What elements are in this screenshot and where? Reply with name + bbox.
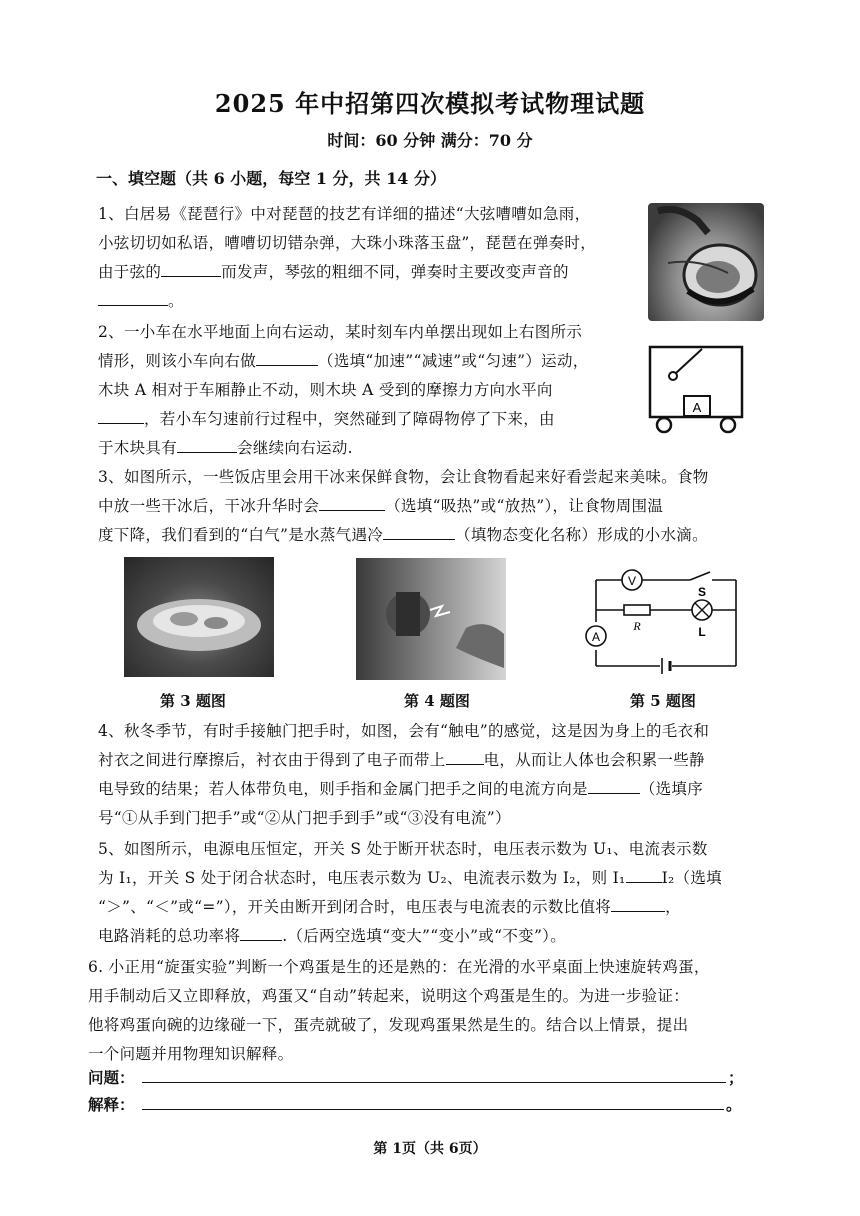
q2-blank-3[interactable] — [177, 434, 237, 453]
question-end-mark: ； — [728, 1068, 744, 1087]
q4-line-3a: 电导致的结果；若人体带负电，则手指和金属门把手之间的电流方向是 — [98, 780, 588, 798]
q4-line-2a: 衬衣之间进行摩擦后，衬衣由于得到了电子而带上 — [98, 751, 446, 769]
exam-title: 2025 年中招第四次模拟考试物理试题 — [214, 89, 646, 118]
q2-line-4 — [98, 405, 589, 434]
q4-blank-2[interactable] — [588, 775, 640, 794]
question-3 — [98, 463, 709, 550]
cart-pendulum-diagram — [644, 343, 748, 437]
circuit-diagram — [580, 560, 750, 678]
q5-line-1: 5、如图所示，电源电压恒定，开关 S 处于断开状态时，电压表示数为 U₁、电流表示数 — [98, 840, 708, 858]
answer-end-mark: 。 — [726, 1095, 742, 1114]
q5-line-2b: I₂（选填 — [661, 869, 722, 887]
switch-icon — [690, 572, 710, 580]
q6-line-3: 他将鸡蛋向碗的边缘碰一下，蛋壳就破了，发现鸡蛋果然是生的。结合以上情景，提出 — [88, 1016, 689, 1034]
q5-blank-1[interactable] — [626, 864, 662, 883]
q1-blank-1[interactable] — [161, 258, 221, 277]
q3-blank-2[interactable] — [383, 521, 455, 540]
question-6 — [88, 953, 710, 1069]
q2-line-2b: （选填“加速”“减速”或“匀速”）运动， — [318, 352, 589, 370]
question-2 — [98, 318, 589, 463]
q6-line-2: 用手制动后又立即释放，鸡蛋又“自动”转起来，说明这个鸡蛋是生的。为进一步验证： — [88, 987, 690, 1005]
q5-line-3a: “＞”、“＜”或“=”），开关由断开到闭合时，电压表与电流表的示数比值将 — [98, 898, 612, 916]
ammeter-label: A — [591, 630, 601, 644]
q2-line-1: 2、一小车在水平地面上向右运动，某时刻车内单摆出现如上右图所示 — [98, 323, 583, 341]
q4-blank-1[interactable] — [446, 746, 484, 765]
q4-line-3 — [98, 775, 709, 804]
figure-3-caption: 第 3 题图 — [160, 692, 226, 710]
question-answer-line[interactable] — [142, 1082, 726, 1083]
q1-line-4 — [98, 287, 596, 316]
q3-line-1: 3、如图所示，一些饭店里会用干冰来保鲜食物，会让食物看起来好看尝起来美味。食物 — [98, 468, 709, 486]
q5-blank-3[interactable] — [240, 922, 282, 941]
q1-line-3a: 由于弦的 — [98, 263, 162, 281]
exam-subtitle: 时间：60 分钟 满分：70 分 — [327, 131, 533, 150]
dry-ice-food-icon — [124, 557, 274, 677]
q5-line-2a: 为 I₁，开关 S 处于闭合状态时，电压表示数为 U₂、电流表示数为 I₂，则 I₁ — [98, 869, 626, 887]
q5-line-3 — [98, 893, 722, 922]
q4-line-4: 号“①从手到门把手”或“②从门把手到手”或“③没有电流”） — [98, 809, 511, 827]
voltmeter-label: V — [627, 574, 637, 588]
answer-label: 解释： — [88, 1095, 135, 1114]
q6-line-1: 6. 小正用“旋蛋实验”判断一个鸡蛋是生的还是熟的：在光滑的水平桌面上快速旋转鸡蛋， — [88, 958, 710, 976]
resistor-label: R — [633, 619, 641, 633]
q1-line-2: 小弦切切如私语，嘈嘈切切错杂弹，大珠小珠落玉盘”，琵琶在弹奏时， — [98, 234, 597, 252]
door-handle-icon — [356, 558, 506, 680]
q2-line-2 — [98, 347, 589, 376]
pipa-illustration — [648, 203, 764, 321]
q5-line-3b: ， — [665, 898, 681, 916]
figure-4-caption: 第 4 题图 — [404, 692, 470, 710]
resistor-icon — [624, 605, 650, 615]
question-4 — [98, 717, 709, 833]
block-a-label: A — [692, 400, 702, 415]
q3-line-3b: （填物态变化名称）形成的小水滴。 — [455, 526, 708, 544]
q3-blank-1[interactable] — [319, 492, 385, 511]
q6-line-4: 一个问题并用物理知识解释。 — [88, 1045, 294, 1063]
q5-line-4a: 电路消耗的总功率将 — [98, 927, 241, 945]
q2-line-4b: ，若小车匀速前行过程中，突然碰到了障碍物停了下来，由 — [144, 410, 555, 428]
q5-blank-2[interactable] — [611, 893, 665, 912]
dry-ice-food-photo — [124, 557, 274, 677]
q1-line-3 — [98, 258, 596, 287]
q4-line-2b: 电，从而让人体也会积累一些静 — [483, 751, 705, 769]
page-number: 第 1页（共 6页） — [373, 1141, 487, 1157]
q3-line-2b: （选填“吸热”或“放热”），让食物周围温 — [385, 497, 664, 515]
q2-line-2a: 情形，则该小车向右做 — [98, 352, 257, 370]
q4-line-1: 4、秋冬季节，有时手接触门把手时，如图，会有“触电”的感觉，这是因为身上的毛衣和 — [98, 722, 710, 740]
q1-blank-2[interactable] — [98, 287, 168, 306]
q3-line-2 — [98, 492, 709, 521]
q4-line-2 — [98, 746, 709, 775]
q3-line-3a: 度下降，我们看到的“白气”是水蒸气遇冷 — [98, 526, 384, 544]
q2-line-5 — [98, 434, 589, 463]
section-heading-fill-in: 一、填空题（共 6 小题，每空 1 分，共 14 分） — [96, 169, 446, 188]
answer-explanation-line[interactable] — [142, 1109, 724, 1110]
question-1 — [98, 200, 596, 316]
q1-line-1: 1、白居易《琵琶行》中对琵琶的技艺有详细的描述“大弦嘈嘈如急雨， — [98, 205, 591, 223]
q3-line-3 — [98, 521, 709, 550]
door-handle-spark-photo — [356, 558, 506, 680]
q2-line-5a: 于木块具有 — [98, 439, 178, 457]
q3-line-2a: 中放一些干冰后，干冰升华时会 — [98, 497, 320, 515]
q4-line-3b: （选填序 — [639, 780, 704, 798]
q5-line-2 — [98, 864, 722, 893]
q1-line-3b: 而发声，琴弦的粗细不同，弹奏时主要改变声音的 — [221, 263, 569, 281]
q2-blank-1[interactable] — [256, 347, 318, 366]
question-label: 问题： — [88, 1068, 135, 1087]
lamp-label: L — [698, 625, 706, 639]
q2-line-5b: 会继续向右运动. — [237, 439, 353, 457]
pipa-icon — [648, 203, 764, 321]
switch-label: S — [697, 585, 707, 599]
q5-line-4 — [98, 922, 722, 951]
q5-line-4b: .（后两空选填“变大”“变小”或“不变”）。 — [282, 927, 567, 945]
question-5 — [98, 835, 722, 951]
figure-5-caption: 第 5 题图 — [630, 692, 696, 710]
q1-line-4b: 。 — [168, 292, 184, 310]
q2-blank-2[interactable] — [98, 405, 144, 424]
q2-line-3: 木块 A 相对于车厢静止不动，则木块 A 受到的摩擦力方向水平向 — [98, 381, 553, 399]
